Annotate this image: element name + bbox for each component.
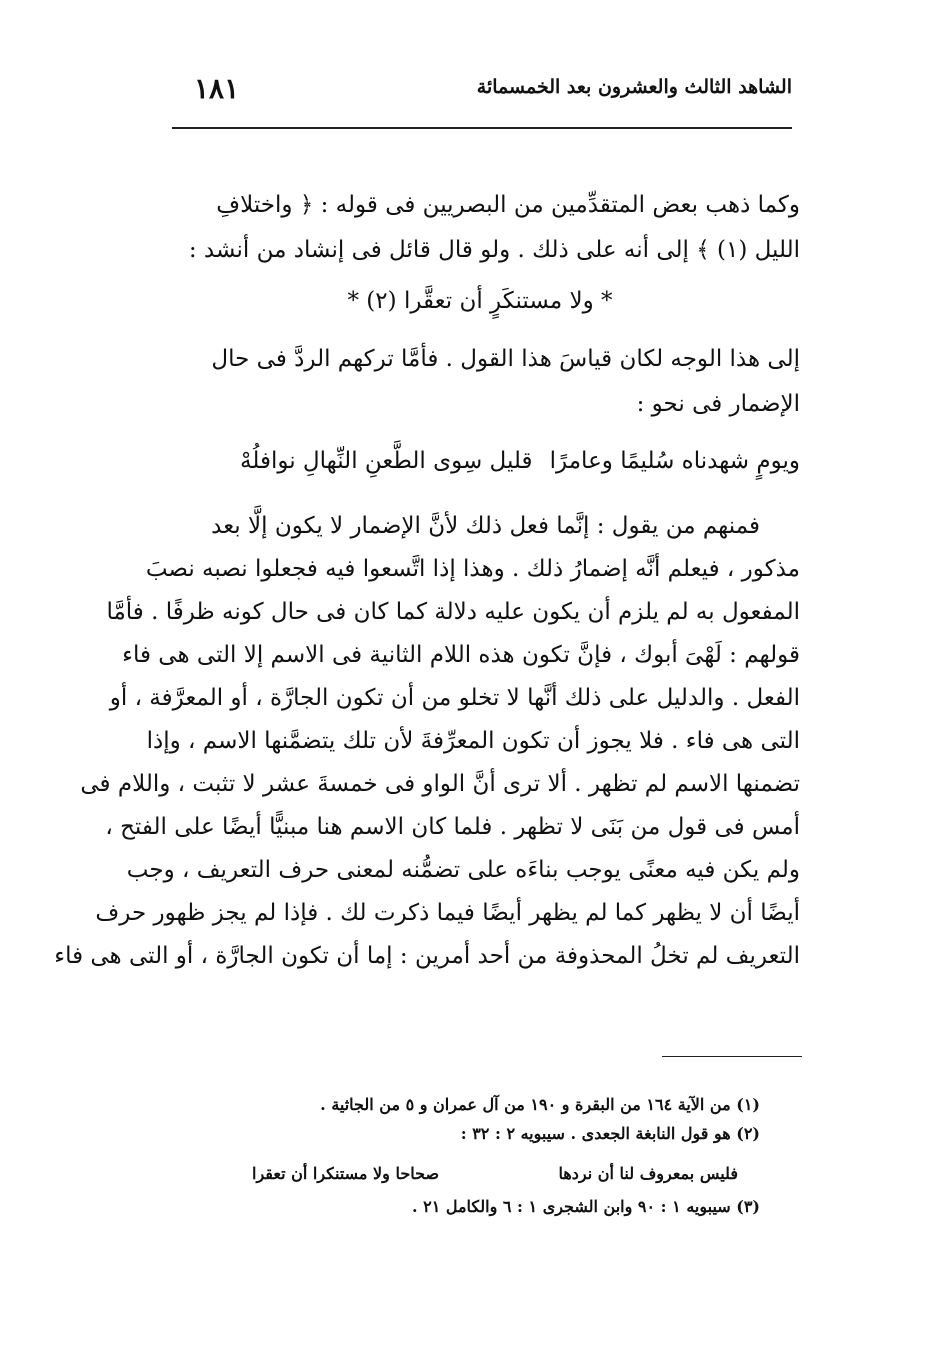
verse-hemistich-second: قليل سِوى الطَّعنِ النِّهالِ نوافلُهْ xyxy=(240,448,533,474)
text-line: التعريف لم تخلُ المحذوفة من أحد أمرين : إما أن تكون الجارَّة ، أو التى هى فاء xyxy=(54,943,800,969)
footnote-3: (٣) سيبويه ١ : ٩٠ وابن الشجرى ١ : ٦ والكامل ٢١ . xyxy=(411,1197,760,1216)
page-number: ١٨١ xyxy=(194,72,240,105)
footnote-rule xyxy=(662,1056,802,1057)
text-line: فمنهم من يقول : إنَّما فعل ذلك لأنَّ الإضمار لا يكون إلَّا بعد xyxy=(211,513,760,539)
quoted-hemistich: * ولا مستنكَرٍ أن تعقَّرا (٢) * xyxy=(347,288,613,314)
text-line: إلى هذا الوجه لكان قياسَ هذا القول . فأمَّا تركهم الردَّ فى حال xyxy=(211,346,800,372)
text-line: الفعل . والدليل على ذلك أنَّها لا تخلو من أن تكون الجارَّة ، أو المعرَّفة ، أو xyxy=(109,685,800,711)
footnote-verse-hemistich-first: فليس بمعروف لنا أن نردها xyxy=(558,1164,738,1183)
text-line: قولهم : لَهْىَ أبوك ، فإنَّ تكون هذه اللام الثانية فى الاسم إلا التى هى فاء xyxy=(122,642,800,668)
text-line: المفعول به لم يلزم أن يكون عليه دلالة كما كان فى حال كونه ظرفًا . فأمَّا xyxy=(106,599,800,625)
page-header xyxy=(172,72,792,112)
footnote-verse-hemistich-second: صحاحا ولا مستنكرا أن تعقرا xyxy=(252,1164,440,1183)
text-line: التى هى فاء . فلا يجوز أن تكون المعرِّفةَ لأن تلك يتضمَّنها الاسم ، وإذا xyxy=(146,728,800,754)
text-line: مذكور ، فيعلم أنَّه إضمارُ ذلك . وهذا إذا اتَّسعوا فيه فجعلوا نصبه نصبَ xyxy=(145,556,800,582)
footnote-2: (٢) هو قول النابغة الجعدى . سيبويه ٢ : ٣٢ : xyxy=(460,1124,760,1143)
text-line: الإضمار فى نحو : xyxy=(636,391,800,417)
verse-hemistich-first: ويومٍ شهدناه سُليمًا وعامرًا xyxy=(549,448,800,474)
footnote-1: (١) من الآية ١٦٤ من البقرة و ١٩٠ من آل عمران و ٥ من الجاثية . xyxy=(320,1095,760,1114)
text-line: أيضًا أن لا يظهر كما لم يظهر أيضًا فيما ذكرت لك . فإذا لم يجز ظهور حرف xyxy=(95,900,800,926)
text-line: أمس فى قول من بَنَى لا تظهر . فلما كان الاسم هنا مبنيًّا أيضًا على الفتح ، xyxy=(105,814,800,840)
header-rule xyxy=(172,127,792,129)
body-text-main xyxy=(54,505,800,978)
text-line: الليل (١) ﴾ إلى أنه على ذلك . ولو قال قائل فى إنشاد من أنشد : xyxy=(188,237,800,263)
footnote-2-verse xyxy=(230,1156,760,1192)
verse-line xyxy=(240,441,800,481)
footnotes xyxy=(230,1090,760,1221)
text-line: تضمنها الاسم لم تظهر . ألا ترى أنَّ الواو فى خمسةَ عشر لا تثبت ، واللام فى xyxy=(80,771,800,797)
running-title: الشاهد الثالث والعشرون بعد الخمسمائة xyxy=(476,76,792,98)
text-line: ولم يكن فيه معنًى يوجب بناءَه على تضمُّنه لمعنى حرف التعريف ، وجب xyxy=(126,857,800,883)
body-text-top xyxy=(160,183,800,427)
text-line: وكما ذهب بعض المتقدِّمين من البصريين فى قوله : ﴿ واختلافِ xyxy=(216,192,800,218)
